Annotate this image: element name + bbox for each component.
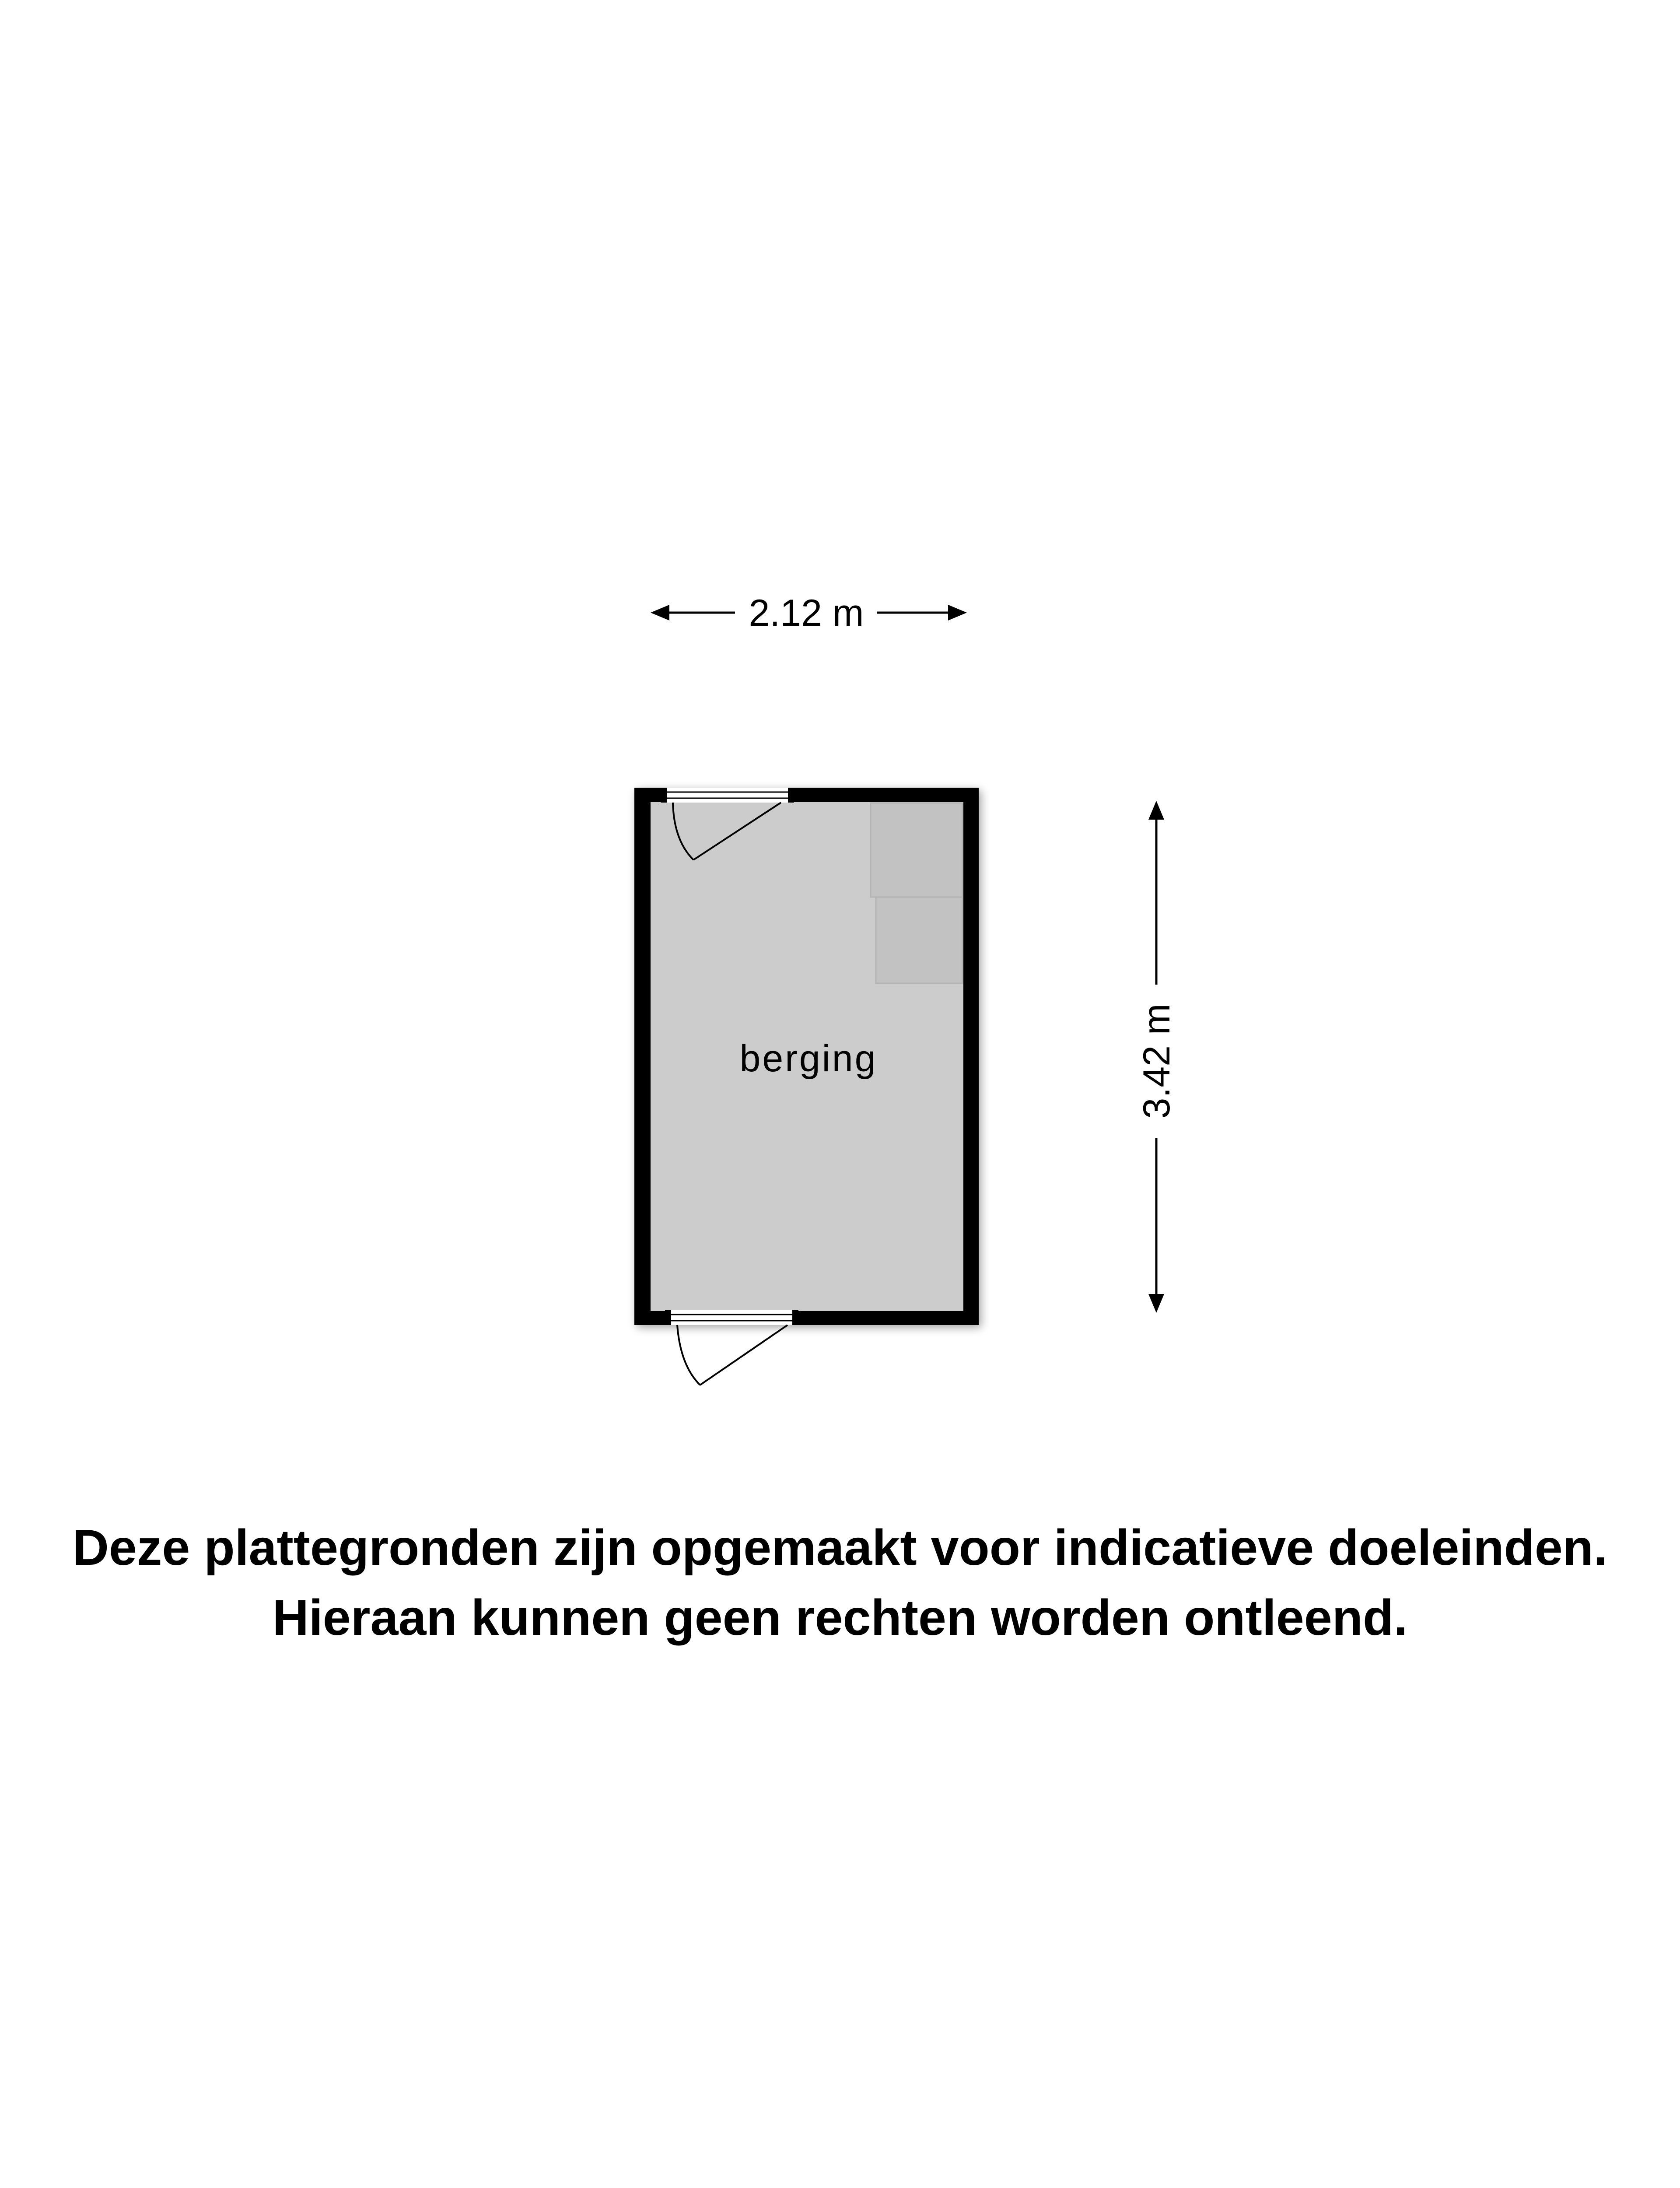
cabinet <box>871 803 962 983</box>
door-top-jamb-left <box>661 788 667 803</box>
door-top-jamb-right <box>788 788 794 803</box>
door-top-opening <box>661 788 794 803</box>
disclaimer-line-2: Hieraan kunnen geen rechten worden ontleend. <box>272 1590 1408 1646</box>
door-bottom-jamb-left <box>665 1310 671 1325</box>
height-dimension-label: 3.42 m <box>1136 1003 1178 1119</box>
width-arrow-left <box>651 605 669 621</box>
room-label: berging <box>739 1038 878 1080</box>
height-arrow-top <box>1148 801 1164 820</box>
disclaimer-line-1: Deze plattegronden zijn opgemaakt voor indicatieve doeleinden. <box>72 1520 1608 1576</box>
door-bottom-jamb-right <box>792 1310 798 1325</box>
cabinet-upper <box>871 803 962 897</box>
width-arrow-right <box>948 605 967 621</box>
width-dimension-label: 2.12 m <box>749 592 864 634</box>
door-bottom <box>665 1310 798 1385</box>
door-bottom-opening <box>665 1310 798 1325</box>
cabinet-lower <box>876 897 962 983</box>
height-dimension <box>1136 801 1178 1313</box>
height-arrow-bottom <box>1148 1294 1164 1313</box>
width-dimension <box>651 592 967 634</box>
door-bottom-swing-arc <box>677 1325 700 1385</box>
door-bottom-leaf <box>700 1325 788 1385</box>
